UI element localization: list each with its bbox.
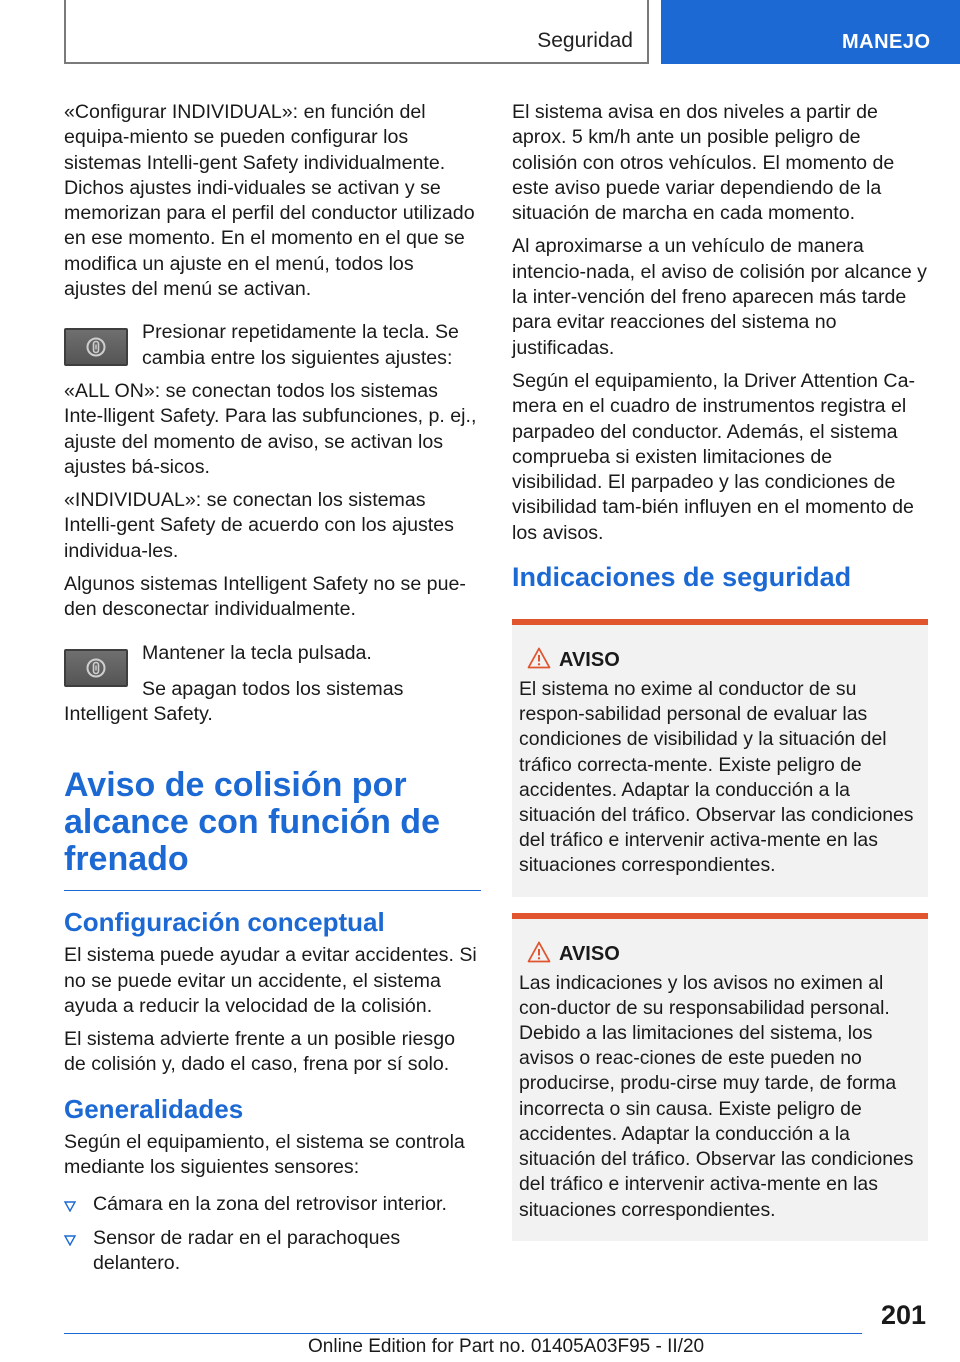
intelligent-safety-button-icon — [64, 649, 128, 687]
warning-header — [519, 941, 922, 967]
triangle-bullet-icon — [64, 1201, 76, 1212]
footer-edition: Online Edition for Part no. 01405A03F95 - II/20 — [308, 1336, 705, 1357]
triangle-bullet-icon — [64, 1235, 76, 1246]
list-item-text: Sensor de radar en el parachoques delantero. — [93, 1226, 401, 1274]
subheading-general: Generalidades — [64, 1093, 244, 1124]
warning-box — [512, 619, 928, 897]
warning-title: AVISO — [559, 942, 620, 965]
button-instruction-2 — [64, 641, 481, 681]
subheading-concept: Configuración conceptual — [64, 907, 385, 938]
header-chapter-label: MANEJO — [842, 31, 931, 53]
section-heading: Aviso de colisión por alcance con función de frenado — [64, 767, 481, 891]
button-instruction-2-text-2: Se apagan todos los sistemas Intelligent Safety. — [64, 677, 404, 725]
intelligent-safety-button-icon — [64, 328, 128, 366]
button-instruction-2-text-1: Mantener la tecla pulsada. — [142, 641, 372, 664]
sensor-list — [64, 1192, 481, 1276]
header-section-box — [64, 0, 649, 64]
warning-box — [512, 913, 928, 1241]
header-chapter-tab[interactable] — [661, 0, 960, 64]
paragraph-general: Según el equipamiento, el sistema se controla mediante los siguientes sensores: — [64, 1130, 465, 1179]
left-column — [64, 100, 481, 1284]
paragraph-configure-individual: «Configurar INDIVIDUAL»: en función del equipa-miento se pueden configurar los sistemas Intelli-gent Safety individualmente. Dichos ajustes indi-viduales se activan y se memorizan para el perfil del conductor utilizado en ese momento. En el momento en el que se modifica un ajuste en el menú, todos los ajustes del menú se activan. — [64, 101, 475, 301]
paragraph-concept-1: El sistema puede ayudar a evitar accidentes. Si no se puede evitar un accidente, el sistema ayuda a reducir la velocidad de la colisión. — [64, 944, 477, 1017]
warning-triangle-icon — [527, 647, 551, 669]
list-item — [64, 1226, 481, 1277]
header-section-title: Seguridad — [537, 29, 633, 52]
paragraph-driver-attention: Según el equipamiento, la Driver Attention Ca-mera en el cuadro de instrumentos registra el parpadeo del conductor. Además, el sistema comprueba si existen limitaciones de visibilidad. El parpadeo y las condiciones de visibilidad tam-bién influyen en el momento de los avisos. — [512, 369, 915, 544]
warning-text: El sistema no exime al conductor de su respon-sabilidad personal de evaluar las condiciones de visibilidad y la situación del tráfico correcta-mente. Existe peligro de accidentes. Adaptar la conducción a la situación del tráfico. Observar las condiciones del tráfico e intervenir activa-mente en las situaciones correspondientes. — [519, 678, 914, 877]
right-column — [512, 100, 928, 1257]
paragraph-warning-levels: El sistema avisa en dos niveles a partir de aprox. 5 km/h ante un posible peligro de colisión con otros vehículos. El momento de este aviso puede variar dependiendo de la situación de marcha en cada momento. — [512, 101, 895, 225]
paragraph-individual: «INDIVIDUAL»: se conectan los sistemas Intelli-gent Safety de acuerdo con los ajustes individua-les. — [64, 489, 454, 562]
paragraph-all-on: «ALL ON»: se conectan todos los sistemas Inte-lligent Safety. Para las subfunciones, p. ej., ajuste del momento de aviso, se activan los ajustes bá-sicos. — [64, 379, 477, 478]
button-instruction-1-text: Presionar repetidamente la tecla. Se cambia entre los siguientes ajustes: — [142, 321, 459, 369]
paragraph-intentional-approach: Al aproximarse a un vehículo de manera intencio-nada, el aviso de colisión por alcance y la inter-vención del freno aparecen más tarde para evitar reacciones del sistema no justificadas. — [512, 235, 927, 359]
paragraph-some-systems: Algunos sistemas Intelligent Safety no se pue-den desconectar individualmente. — [64, 573, 466, 621]
button-instruction-1 — [64, 320, 481, 371]
warning-header — [519, 647, 922, 673]
page-number: 201 — [880, 1300, 926, 1330]
footer-divider — [64, 1333, 862, 1334]
paragraph-concept-2: El sistema advierte frente a un posible riesgo de colisión y, dado el caso, frena por sí solo. — [64, 1028, 455, 1076]
list-item — [64, 1192, 481, 1217]
subheading-safety: Indicaciones de seguridad — [512, 562, 852, 593]
warning-text: Las indicaciones y los avisos no eximen al con-ductor de su responsabilidad personal. Debido a las limitaciones del sistema, los avisos o reac-ciones de este pueden no producirse, produ-cirse muy tarde, de forma incorrecta o sin causa. Existe peligro de accidentes. Adaptar la conducción a la situación del tráfico. Observar las condiciones del tráfico e intervenir activa-mente en las situaciones correspondientes. — [519, 971, 914, 1221]
list-item-text: Cámara en la zona del retrovisor interior. — [93, 1193, 447, 1216]
warning-title: AVISO — [559, 649, 620, 672]
warning-triangle-icon — [527, 941, 551, 963]
